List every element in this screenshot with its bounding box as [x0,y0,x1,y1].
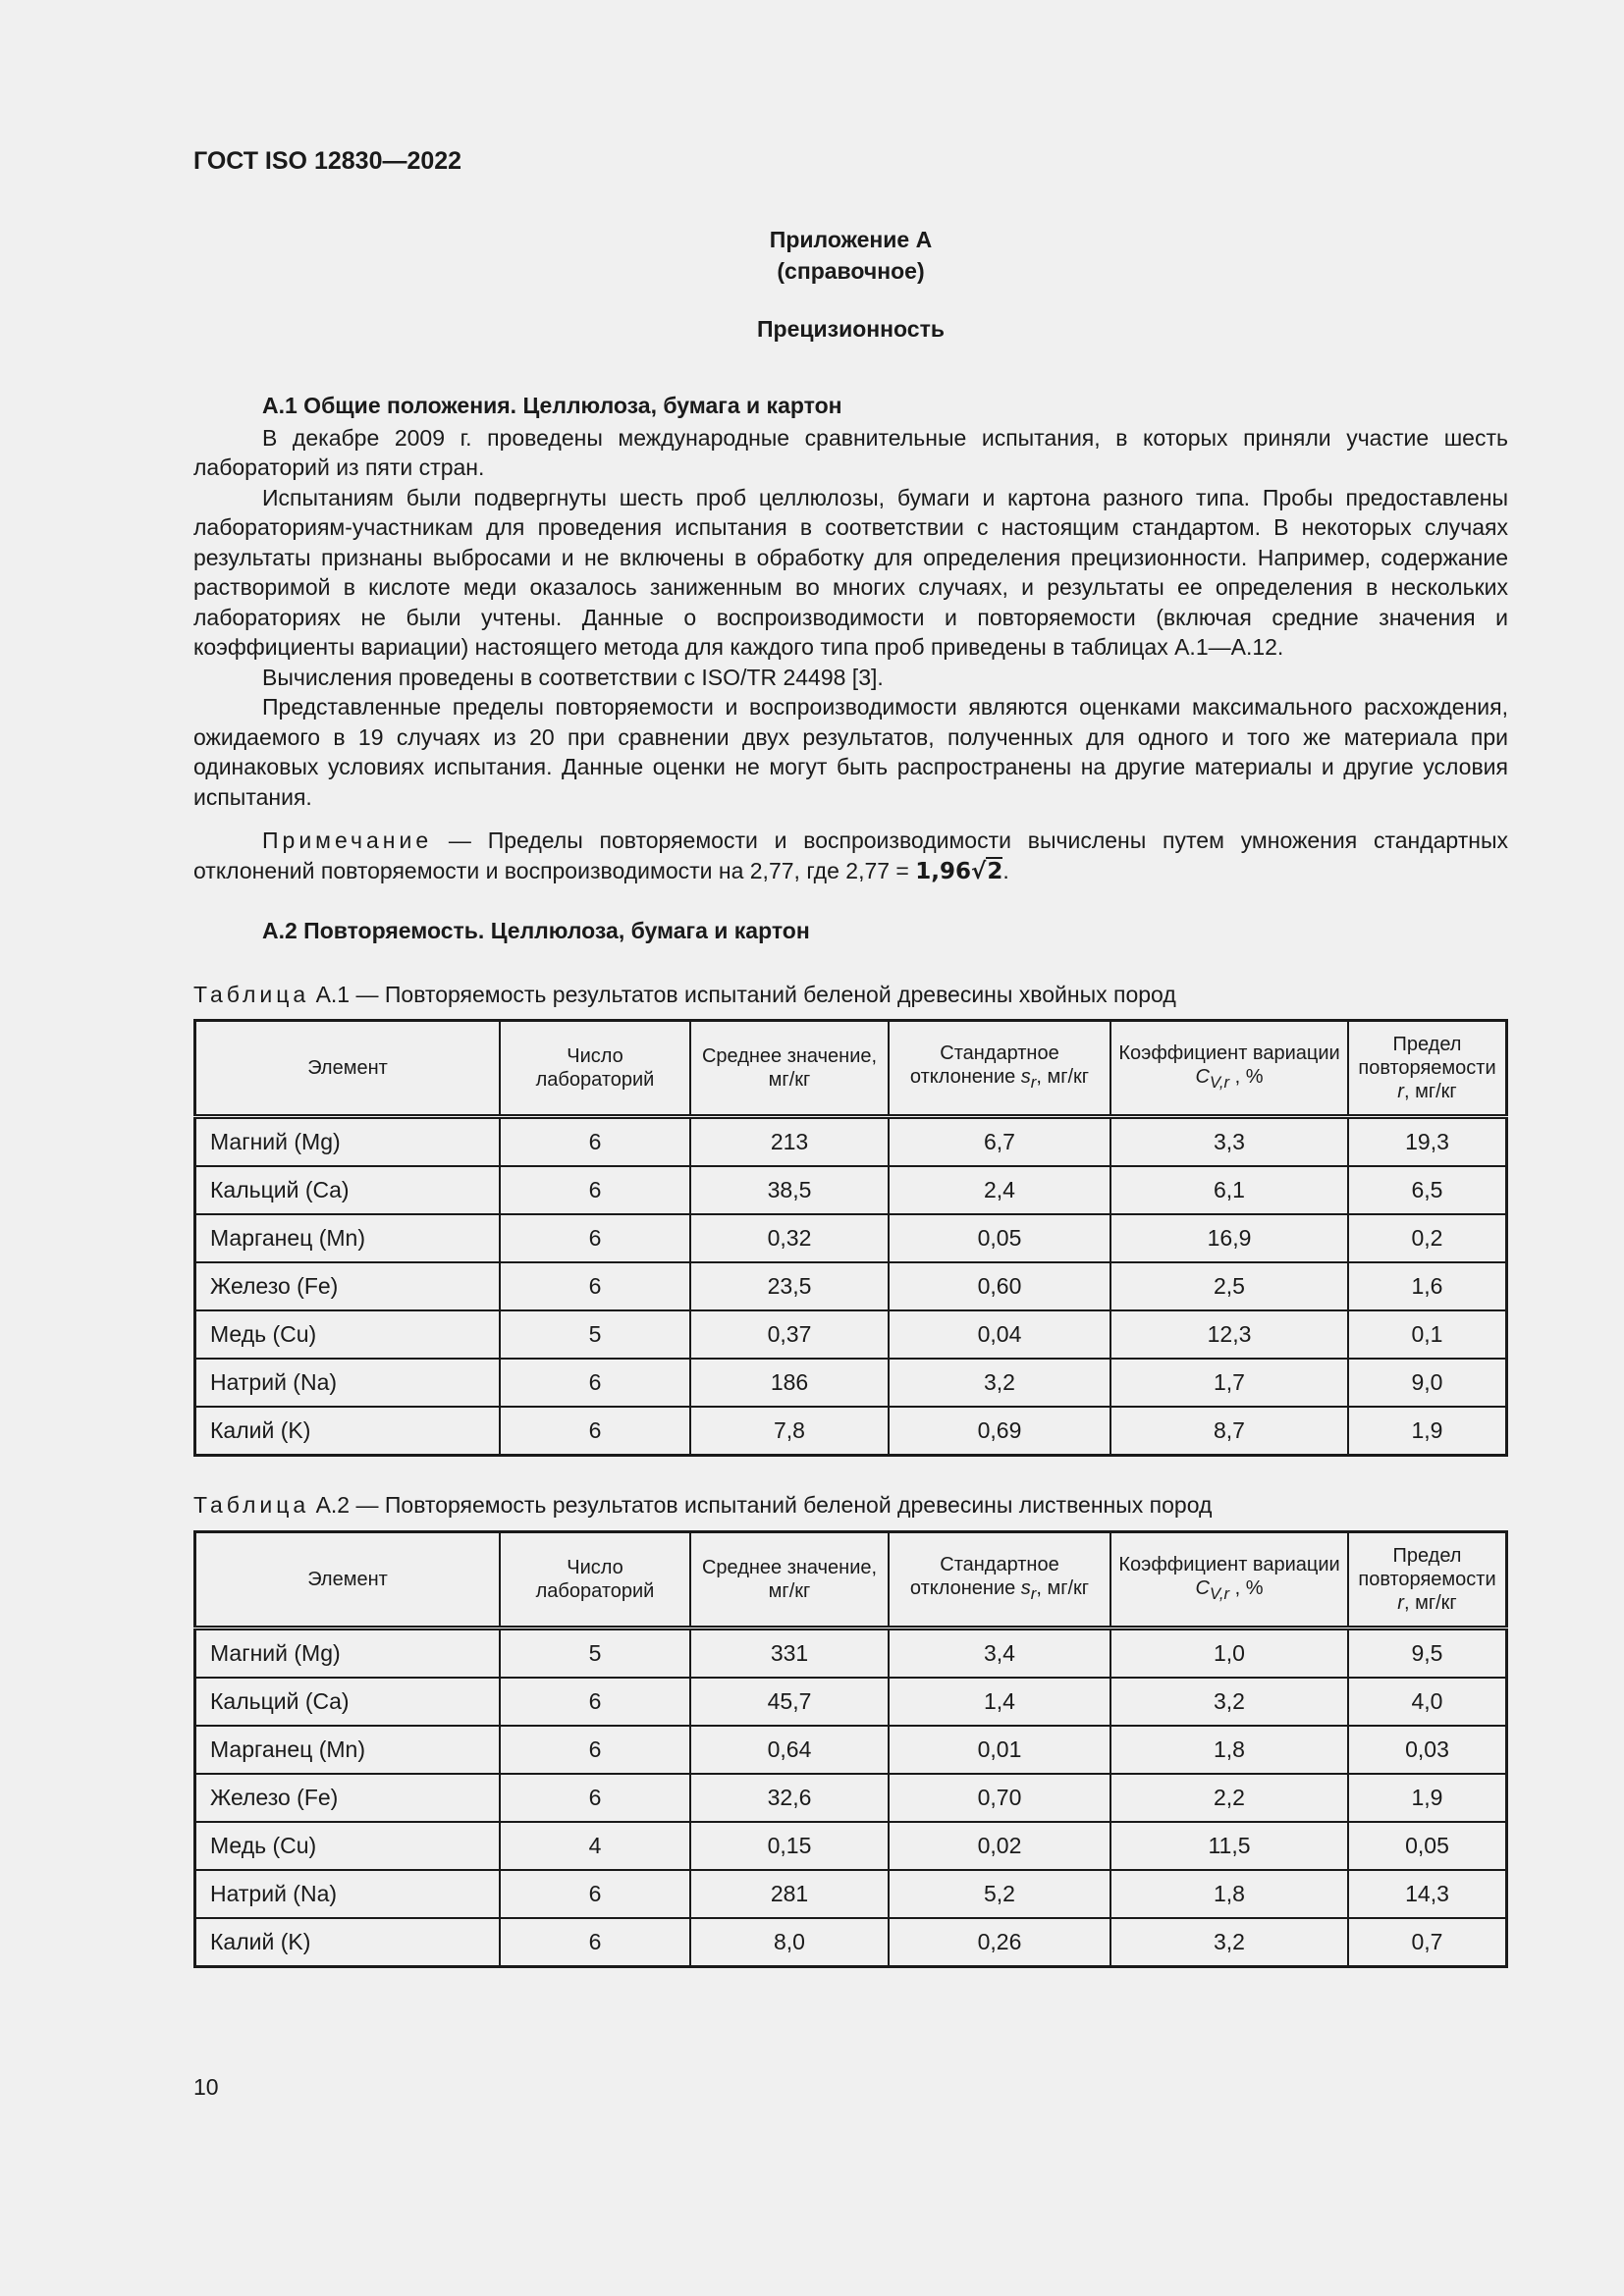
cell-mean: 186 [690,1359,889,1407]
cell-cv: 2,5 [1110,1262,1348,1310]
cell-limit: 4,0 [1348,1678,1507,1726]
cell-mean: 8,0 [690,1918,889,1967]
cell-cv: 8,7 [1110,1407,1348,1456]
note-text: — Пределы повторяемости и воспроизводимости вычислены путем умножения стандартных отклонений повторяемости и воспроизводимости на 2,77, где 2,77 = [193,828,1508,883]
cell-labs: 6 [500,1359,690,1407]
col-header-element: Элемент [195,1531,501,1628]
table-row [195,1262,1507,1310]
cell-std: 0,04 [889,1310,1110,1359]
cell-limit: 1,6 [1348,1262,1507,1310]
col-header-element: Элемент [195,1021,501,1117]
section-a1-heading: А.1 Общие положения. Целлюлоза, бумага и картон [262,393,842,418]
table-row [195,1918,1507,1967]
page-number: 10 [193,2074,219,2100]
cell-cv: 11,5 [1110,1822,1348,1870]
cell-element: Натрий (Na) [195,1870,501,1918]
cell-element: Калий (K) [195,1407,501,1456]
cell-std: 0,05 [889,1214,1110,1262]
cell-cv: 6,1 [1110,1166,1348,1214]
cell-limit: 1,9 [1348,1774,1507,1822]
cell-labs: 6 [500,1678,690,1726]
cell-std: 0,26 [889,1918,1110,1967]
cell-mean: 32,6 [690,1774,889,1822]
main-content [193,391,1508,1968]
cell-std: 0,60 [889,1262,1110,1310]
cell-labs: 5 [500,1628,690,1678]
paragraph: Представленные пределы повторяемости и воспроизводимости являются оценками максимального расхождения, ожидаемого в 19 случаях из 20 при сравнении двух результатов, полученных для одного и того же материала при одинаковых условиях испытания. Данные оценки не могут быть распространены на другие материалы и другие условия испытания. [193,694,1508,810]
cell-limit: 0,03 [1348,1726,1507,1774]
cell-mean: 213 [690,1117,889,1167]
table-a1-caption [193,980,1508,1010]
cell-mean: 0,15 [690,1822,889,1870]
annex-title-block [193,224,1508,287]
cell-std: 0,70 [889,1774,1110,1822]
cell-labs: 6 [500,1407,690,1456]
table-row [195,1214,1507,1262]
cell-mean: 23,5 [690,1262,889,1310]
cell-element: Марганец (Mn) [195,1214,501,1262]
cell-cv: 16,9 [1110,1214,1348,1262]
table-a2-caption [193,1490,1508,1521]
paragraph: Вычисления проведены в соответствии с ISO/TR 24498 [3]. [262,664,884,690]
cell-limit: 0,7 [1348,1918,1507,1967]
cell-cv: 1,7 [1110,1359,1348,1407]
annex-subtitle: (справочное) [777,258,925,284]
cell-labs: 6 [500,1918,690,1967]
cell-labs: 6 [500,1214,690,1262]
cell-cv: 1,0 [1110,1628,1348,1678]
cell-element: Кальций (Ca) [195,1166,501,1214]
cell-cv: 3,2 [1110,1918,1348,1967]
cell-std: 0,02 [889,1822,1110,1870]
cell-labs: 6 [500,1870,690,1918]
cell-std: 6,7 [889,1117,1110,1167]
cell-labs: 6 [500,1166,690,1214]
cell-element: Железо (Fe) [195,1262,501,1310]
cell-std: 2,4 [889,1166,1110,1214]
table-row [195,1774,1507,1822]
cell-mean: 0,32 [690,1214,889,1262]
table-a2 [193,1530,1508,1968]
cell-limit: 0,1 [1348,1310,1507,1359]
table-title: — Повторяемость результатов испытаний беленой древесины лиственных пород [350,1492,1213,1518]
table-number: А.1 [315,981,351,1007]
cell-mean: 45,7 [690,1678,889,1726]
col-header-cv: Коэффициент вариации $C_{V,r}$ , % [1110,1531,1348,1628]
table-row [195,1166,1507,1214]
paragraph: Испытаниям были подвергнуты шесть проб целлюлозы, бумаги и картона разного типа. Пробы предоставлены лабораториям-участникам для проведения испытания в соответствии с настоящим стандартом. В некоторых случаях результаты признаны выбросами и не включены в обработку для определения прецизионности. Например, содержание растворимой в кислоте меди оказалось заниженным во многих случаях, и результаты ее определения в нескольких лабораториях не были учтены. Данные о воспроизводимости и повторяемости (включая средние значения и коэффициенты вариации) настоящего метода для каждого типа проб приведены в таблицах А.1—А.12. [193,484,1508,660]
table-row [195,1822,1507,1870]
cell-labs: 6 [500,1726,690,1774]
cell-limit: 0,2 [1348,1214,1507,1262]
cell-element: Кальций (Ca) [195,1678,501,1726]
cell-cv: 3,3 [1110,1117,1348,1167]
col-header-limit: Предел повторяемости r, мг/кг [1348,1021,1507,1117]
cell-element: Калий (K) [195,1918,501,1967]
table-row [195,1310,1507,1359]
col-header-mean: Среднее значение, мг/кг [690,1021,889,1117]
cell-element: Марганец (Mn) [195,1726,501,1774]
cell-limit: 19,3 [1348,1117,1507,1167]
cell-labs: 6 [500,1117,690,1167]
cell-limit: 6,5 [1348,1166,1507,1214]
cell-cv: 3,2 [1110,1678,1348,1726]
annex-title: Приложение А [769,227,933,252]
table-row [195,1678,1507,1726]
note [193,826,1508,886]
annex-heading: Прецизионность [757,316,945,342]
col-header-mean: Среднее значение, мг/кг [690,1531,889,1628]
table-row [195,1407,1507,1456]
formula-radicand: 2 [987,858,1003,884]
cell-labs: 4 [500,1822,690,1870]
document-id: ГОСТ ISO 12830—2022 [193,147,462,175]
cell-std: 0,69 [889,1407,1110,1456]
col-header-cv: Коэффициент вариации $C_{V,r}$ , % [1110,1021,1348,1117]
cell-limit: 14,3 [1348,1870,1507,1918]
cell-limit: 1,9 [1348,1407,1507,1456]
table-number: А.2 [315,1492,351,1518]
cell-element: Магний (Mg) [195,1628,501,1678]
cell-element: Магний (Mg) [195,1117,501,1167]
cell-mean: 0,37 [690,1310,889,1359]
cell-std: 5,2 [889,1870,1110,1918]
col-header-limit: Предел повторяемости r, мг/кг [1348,1531,1507,1628]
table-row [195,1726,1507,1774]
cell-limit: 9,0 [1348,1359,1507,1407]
cell-limit: 0,05 [1348,1822,1507,1870]
cell-cv: 12,3 [1110,1310,1348,1359]
cell-element: Железо (Fe) [195,1774,501,1822]
cell-std: 3,2 [889,1359,1110,1407]
table-label: Таблица [193,981,310,1007]
col-header-std: Стандартное отклонение $s_r$, мг/кг [889,1021,1110,1117]
section-a2-heading: А.2 Повторяемость. Целлюлоза, бумага и картон [262,918,810,943]
table-header-row [195,1531,1507,1628]
cell-labs: 6 [500,1262,690,1310]
col-header-std: Стандартное отклонение $s_r$, мг/кг [889,1531,1110,1628]
cell-element: Медь (Cu) [195,1310,501,1359]
cell-cv: 2,2 [1110,1774,1348,1822]
cell-limit: 9,5 [1348,1628,1507,1678]
col-header-labs: Число лабораторий [500,1021,690,1117]
cell-mean: 0,64 [690,1726,889,1774]
cell-labs: 5 [500,1310,690,1359]
paragraph: В декабре 2009 г. проведены международные сравнительные испытания, в которых приняли участие шесть лабораторий из пяти стран. [193,424,1508,480]
table-row [195,1359,1507,1407]
cell-std: 3,4 [889,1628,1110,1678]
col-header-labs: Число лабораторий [500,1531,690,1628]
note-formula: 1,96√2 [915,858,1003,884]
cell-cv: 1,8 [1110,1726,1348,1774]
cell-mean: 331 [690,1628,889,1678]
cell-mean: 38,5 [690,1166,889,1214]
table-a1 [193,1019,1508,1457]
cell-element: Медь (Cu) [195,1822,501,1870]
cell-element: Натрий (Na) [195,1359,501,1407]
cell-mean: 281 [690,1870,889,1918]
table-row [195,1117,1507,1167]
table-row [195,1628,1507,1678]
cell-std: 1,4 [889,1678,1110,1726]
formula-coefficient: 1,96 [915,858,971,884]
cell-cv: 1,8 [1110,1870,1348,1918]
table-header-row [195,1021,1507,1117]
cell-labs: 6 [500,1774,690,1822]
cell-mean: 7,8 [690,1407,889,1456]
note-end: . [1002,857,1009,883]
cell-std: 0,01 [889,1726,1110,1774]
table-title: — Повторяемость результатов испытаний беленой древесины хвойных пород [350,981,1176,1007]
note-label: Примечание [262,828,433,853]
table-label: Таблица [193,1492,310,1518]
table-row [195,1870,1507,1918]
